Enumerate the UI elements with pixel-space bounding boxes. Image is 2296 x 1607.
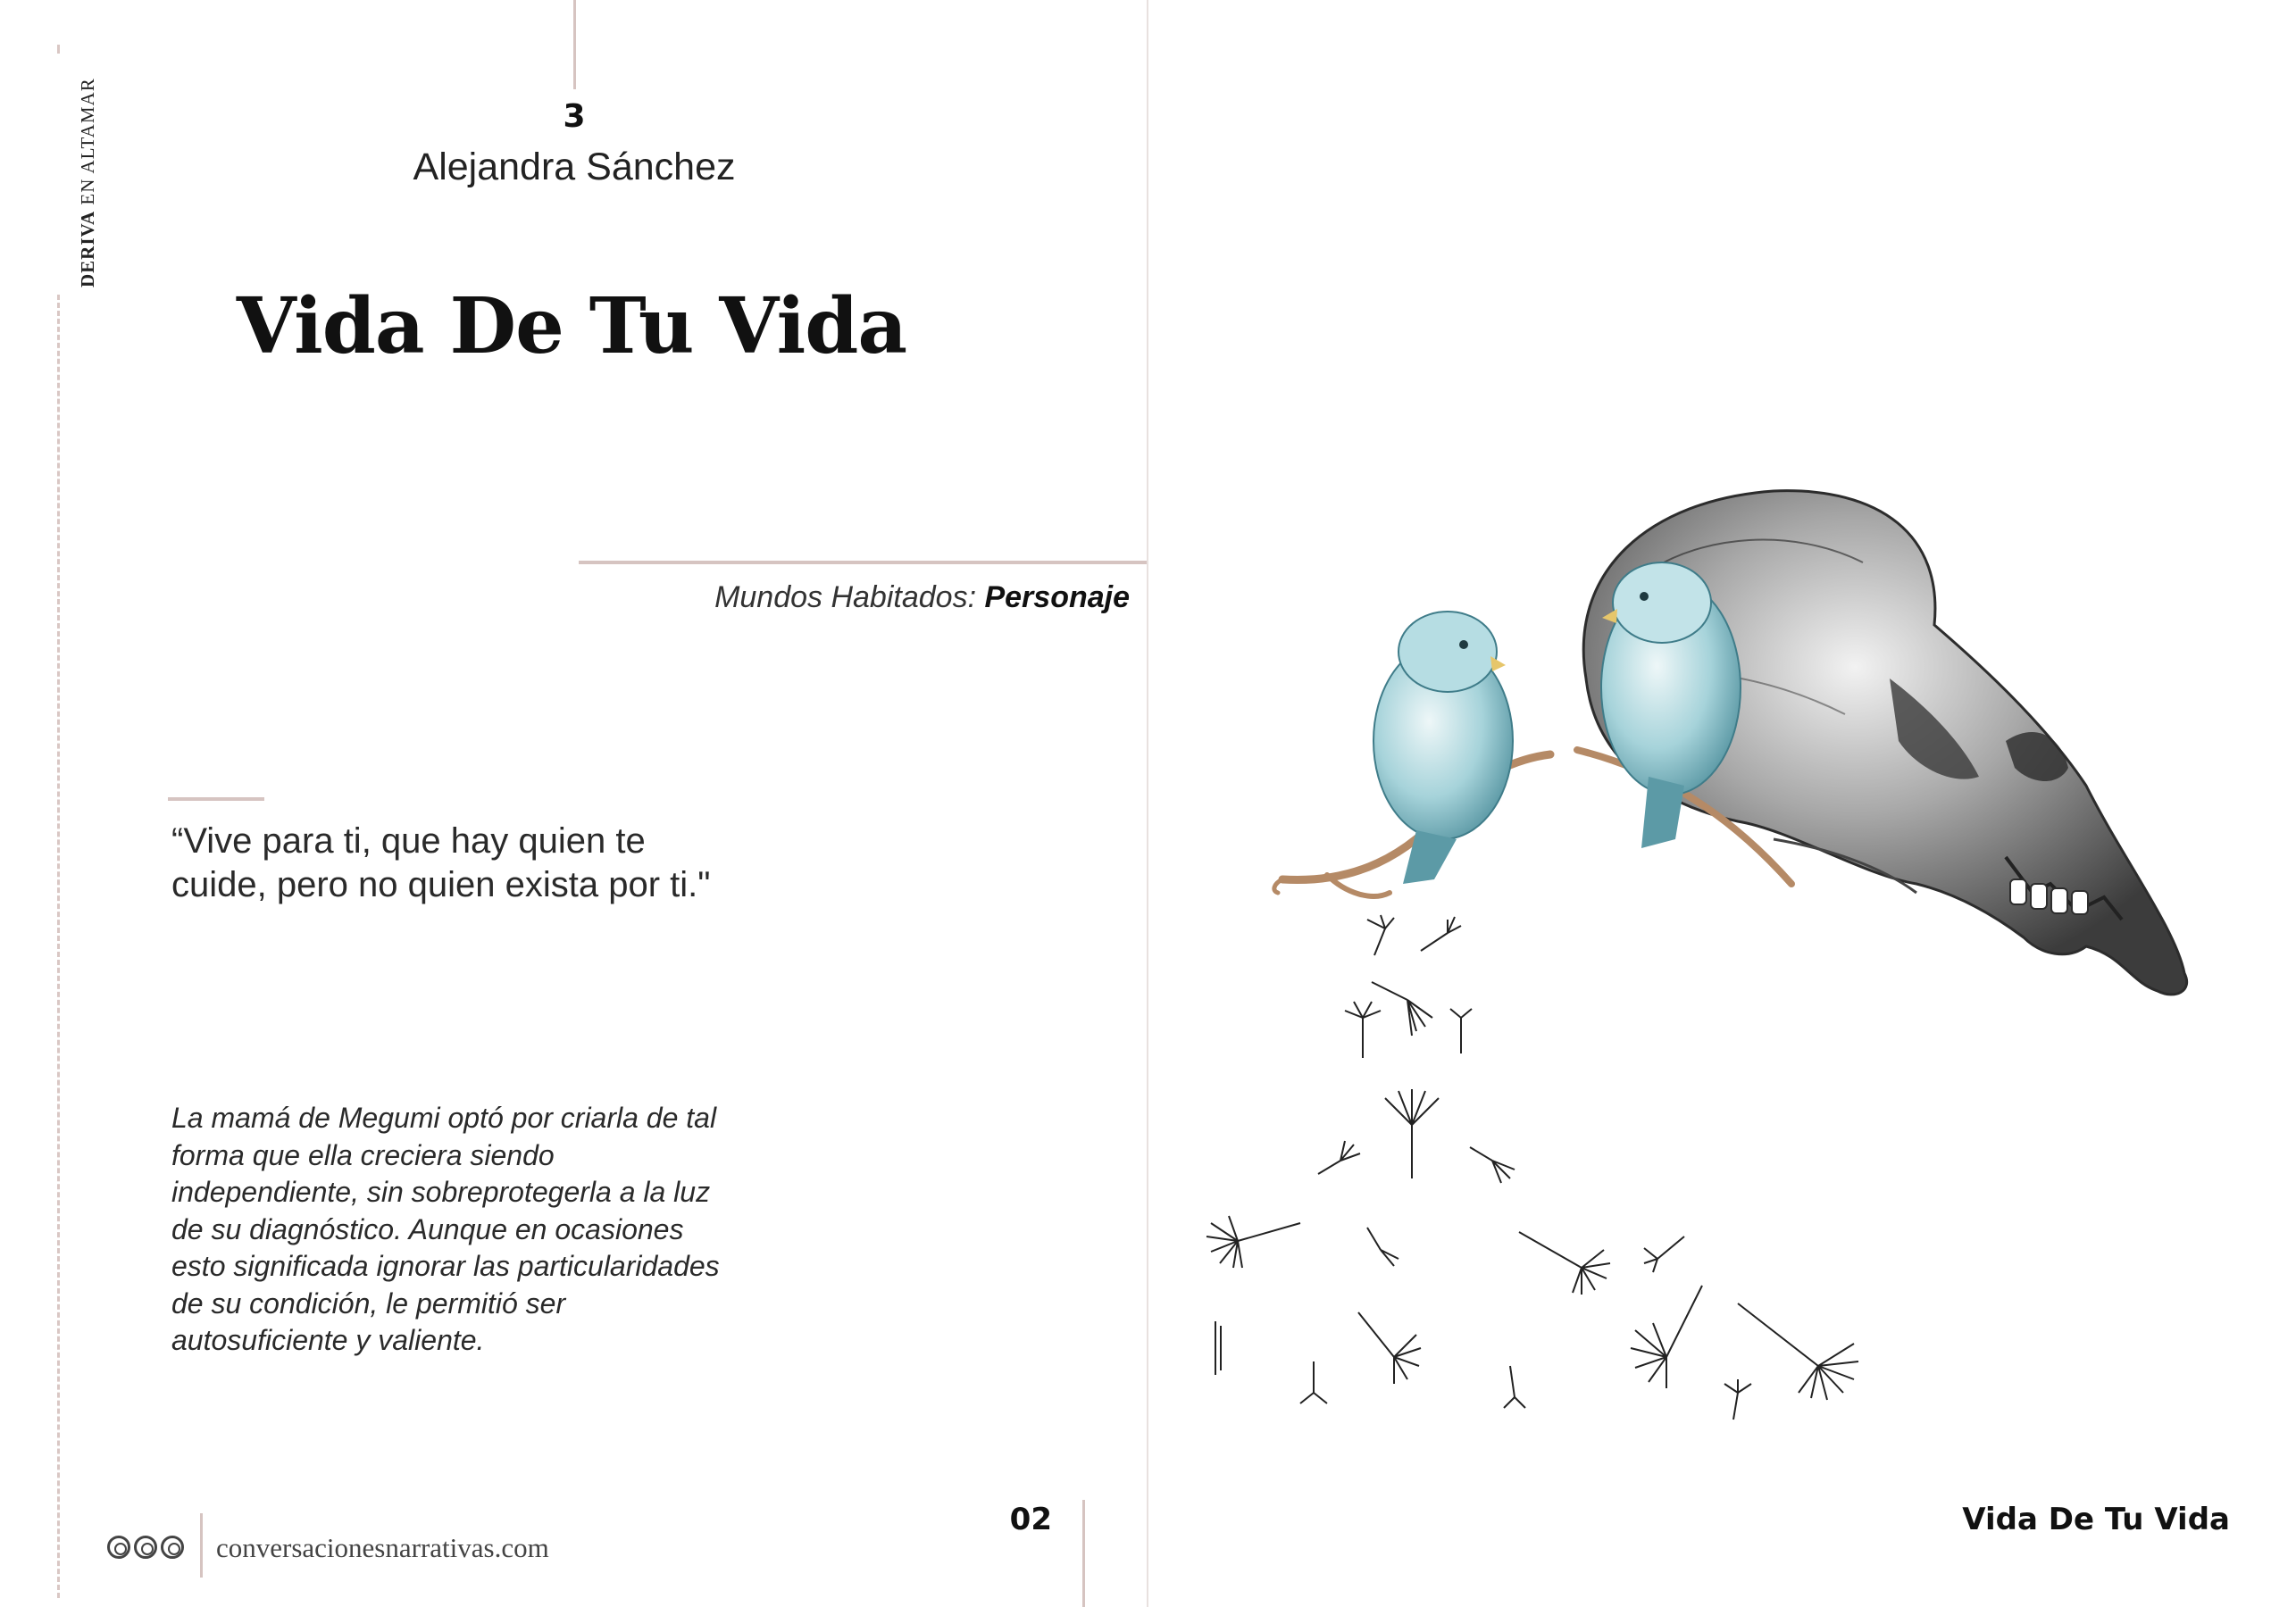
- footer-website-link[interactable]: conversacionesnarrativas.com: [216, 1532, 549, 1563]
- top-divider: [573, 0, 576, 89]
- brand-rest-text: EN ALTAMAR: [77, 78, 98, 211]
- margin-dashed-rule: [57, 295, 60, 1598]
- section-label-prefix: Mundos Habitados:: [714, 580, 985, 614]
- magazine-brand-vertical: [77, 78, 99, 287]
- page-number-divider: [1082, 1500, 1085, 1607]
- article-title: Vida De Tu Vida: [236, 281, 907, 371]
- skull-birds-dandelion-illustration: [1148, 0, 2296, 1607]
- left-bird-graphic: [1373, 612, 1513, 884]
- right-page: [1148, 0, 2296, 1607]
- section-label: [714, 580, 1130, 615]
- chapter-number: 3: [563, 98, 586, 135]
- brand-bold-text: DERIVA: [77, 210, 98, 287]
- margin-rule-top: [57, 45, 60, 54]
- quote-divider: [168, 797, 264, 801]
- author-name: Alejandra Sánchez: [413, 146, 736, 188]
- logo-circle-icon: [134, 1536, 157, 1559]
- page-number: 02: [1009, 1502, 1052, 1537]
- intro-paragraph: La mamá de Megumi optó por criarla de tal forma que ella creciera siendo independiente, sin sobreprotegerla a la luz de su diagnóstico. Aunque en ocasiones esto significada ignorar las particularidades de su condición, le permitió ser autosuficiente y valiente.: [171, 1102, 720, 1356]
- pull-quote: “Vive para ti, que hay quien te cuide, pero no quien exista por ti.": [171, 821, 711, 904]
- section-label-value: Personaje: [984, 580, 1130, 614]
- logo-circle-icon: [107, 1536, 130, 1559]
- section-divider: [579, 561, 1148, 564]
- logo-circle-icon: [161, 1536, 184, 1559]
- dandelion-seeds-graphic: [1206, 915, 1858, 1420]
- running-title: Vida De Tu Vida: [1962, 1502, 2230, 1537]
- three-circles-logo-icon: [107, 1536, 184, 1559]
- footer-divider: [200, 1513, 203, 1578]
